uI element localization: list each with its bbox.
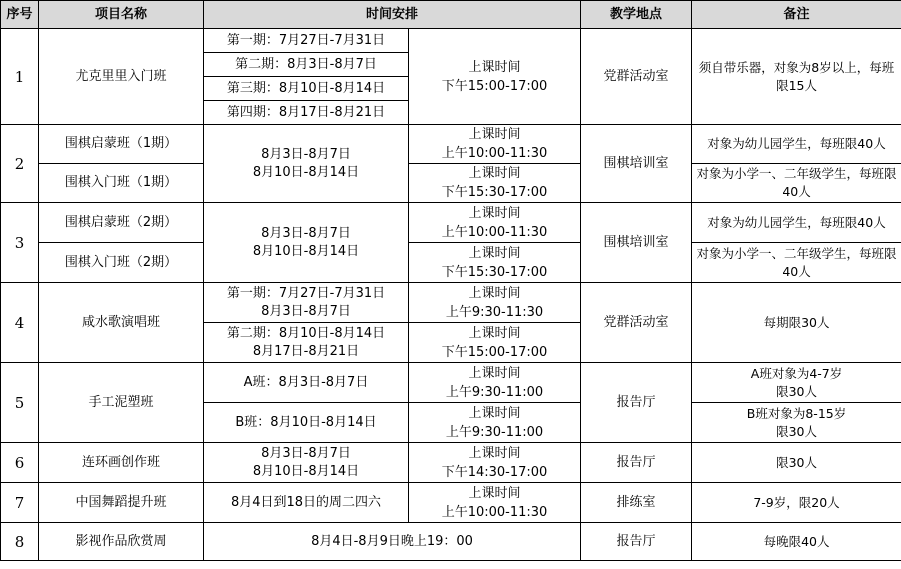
remark: 对象为幼儿园学生，每班限40人 (692, 203, 901, 243)
date-range: 8月4日到18日的周二四六 (204, 483, 409, 523)
class-time: 上课时间 下午15:30-17:00 (409, 243, 581, 283)
location: 报告厅 (581, 443, 692, 483)
period-cell: 第一期：7月27日-7月31日 (204, 29, 409, 53)
project-name: 尤克里里入门班 (39, 29, 204, 125)
class-time: 上课时间 下午14:30-17:00 (409, 443, 581, 483)
date-range: 8月3日-8月7日 8月10日-8月14日 (204, 203, 409, 283)
class-time: 上课时间 上午9:30-11:00 (409, 363, 581, 403)
class-a-dates: A班：8月3日-8月7日 (204, 363, 409, 403)
class-time: 上课时间 上午9:30-11:00 (409, 403, 581, 443)
table-row (1, 29, 901, 53)
remark: A班对象为4-7岁 限30人 (692, 363, 901, 403)
schedule: 8月4日-8月9日晚上19：00 (204, 523, 581, 561)
table-row (1, 203, 901, 243)
class-time: 上课时间 下午15:30-17:00 (409, 164, 581, 203)
location: 围棋培训室 (581, 125, 692, 203)
project-name: 围棋入门班（1期） (39, 164, 204, 203)
period-cell: 第二期：8月10日-8月14日 8月17日-8月21日 (204, 323, 409, 363)
header-num: 序号 (1, 1, 39, 29)
table-row (1, 283, 901, 323)
header-remark: 备注 (692, 1, 901, 29)
remark: B班对象为8-15岁 限30人 (692, 403, 901, 443)
row-number: 2 (1, 125, 39, 203)
class-time: 上课时间 上午9:30-11:30 (409, 283, 581, 323)
class-time: 上课时间 下午15:00-17:00 (409, 323, 581, 363)
period-cell: 第四期：8月17日-8月21日 (204, 101, 409, 125)
project-name: 围棋入门班（2期） (39, 243, 204, 283)
table-row (1, 443, 901, 483)
table-row (1, 483, 901, 523)
project-name: 手工泥塑班 (39, 363, 204, 443)
remark: 每晚限40人 (692, 523, 901, 561)
remark: 对象为小学一、二年级学生，每班限40人 (692, 243, 901, 283)
table-row (1, 363, 901, 403)
date-range: 8月3日-8月7日 8月10日-8月14日 (204, 443, 409, 483)
header-row (1, 1, 901, 29)
class-b-dates: B班：8月10日-8月14日 (204, 403, 409, 443)
row-number: 8 (1, 523, 39, 561)
project-name: 围棋启蒙班（1期） (39, 125, 204, 164)
project-name: 影视作品欣赏周 (39, 523, 204, 561)
row-number: 6 (1, 443, 39, 483)
project-name: 中国舞蹈提升班 (39, 483, 204, 523)
table-row (1, 523, 901, 561)
header-name: 项目名称 (39, 1, 204, 29)
remark: 对象为小学一、二年级学生，每班限40人 (692, 164, 901, 203)
row-number: 5 (1, 363, 39, 443)
location: 报告厅 (581, 523, 692, 561)
header-schedule: 时间安排 (204, 1, 581, 29)
project-name: 连环画创作班 (39, 443, 204, 483)
class-time: 上课时间 下午15:00-17:00 (409, 29, 581, 125)
table-row (1, 125, 901, 164)
remark: 每期限30人 (692, 283, 901, 363)
row-number: 4 (1, 283, 39, 363)
row-number: 3 (1, 203, 39, 283)
header-location: 教学地点 (581, 1, 692, 29)
remark: 限30人 (692, 443, 901, 483)
location: 排练室 (581, 483, 692, 523)
class-time: 上课时间 上午10:00-11:30 (409, 203, 581, 243)
location: 围棋培训室 (581, 203, 692, 283)
row-number: 1 (1, 29, 39, 125)
period-cell: 第二期：8月3日-8月7日 (204, 53, 409, 77)
class-time: 上课时间 上午10:00-11:30 (409, 125, 581, 164)
remark: 须自带乐器，对象为8岁以上，每班限15人 (692, 29, 901, 125)
period-cell: 第三期：8月10日-8月14日 (204, 77, 409, 101)
location: 党群活动室 (581, 29, 692, 125)
period-cell: 第一期：7月27日-7月31日 8月3日-8月7日 (204, 283, 409, 323)
project-name: 围棋启蒙班（2期） (39, 203, 204, 243)
class-time: 上课时间 上午10:00-11:30 (409, 483, 581, 523)
remark: 对象为幼儿园学生，每班限40人 (692, 125, 901, 164)
location: 党群活动室 (581, 283, 692, 363)
date-range: 8月3日-8月7日 8月10日-8月14日 (204, 125, 409, 203)
project-name: 咸水歌演唱班 (39, 283, 204, 363)
location: 报告厅 (581, 363, 692, 443)
row-number: 7 (1, 483, 39, 523)
remark: 7-9岁，限20人 (692, 483, 901, 523)
